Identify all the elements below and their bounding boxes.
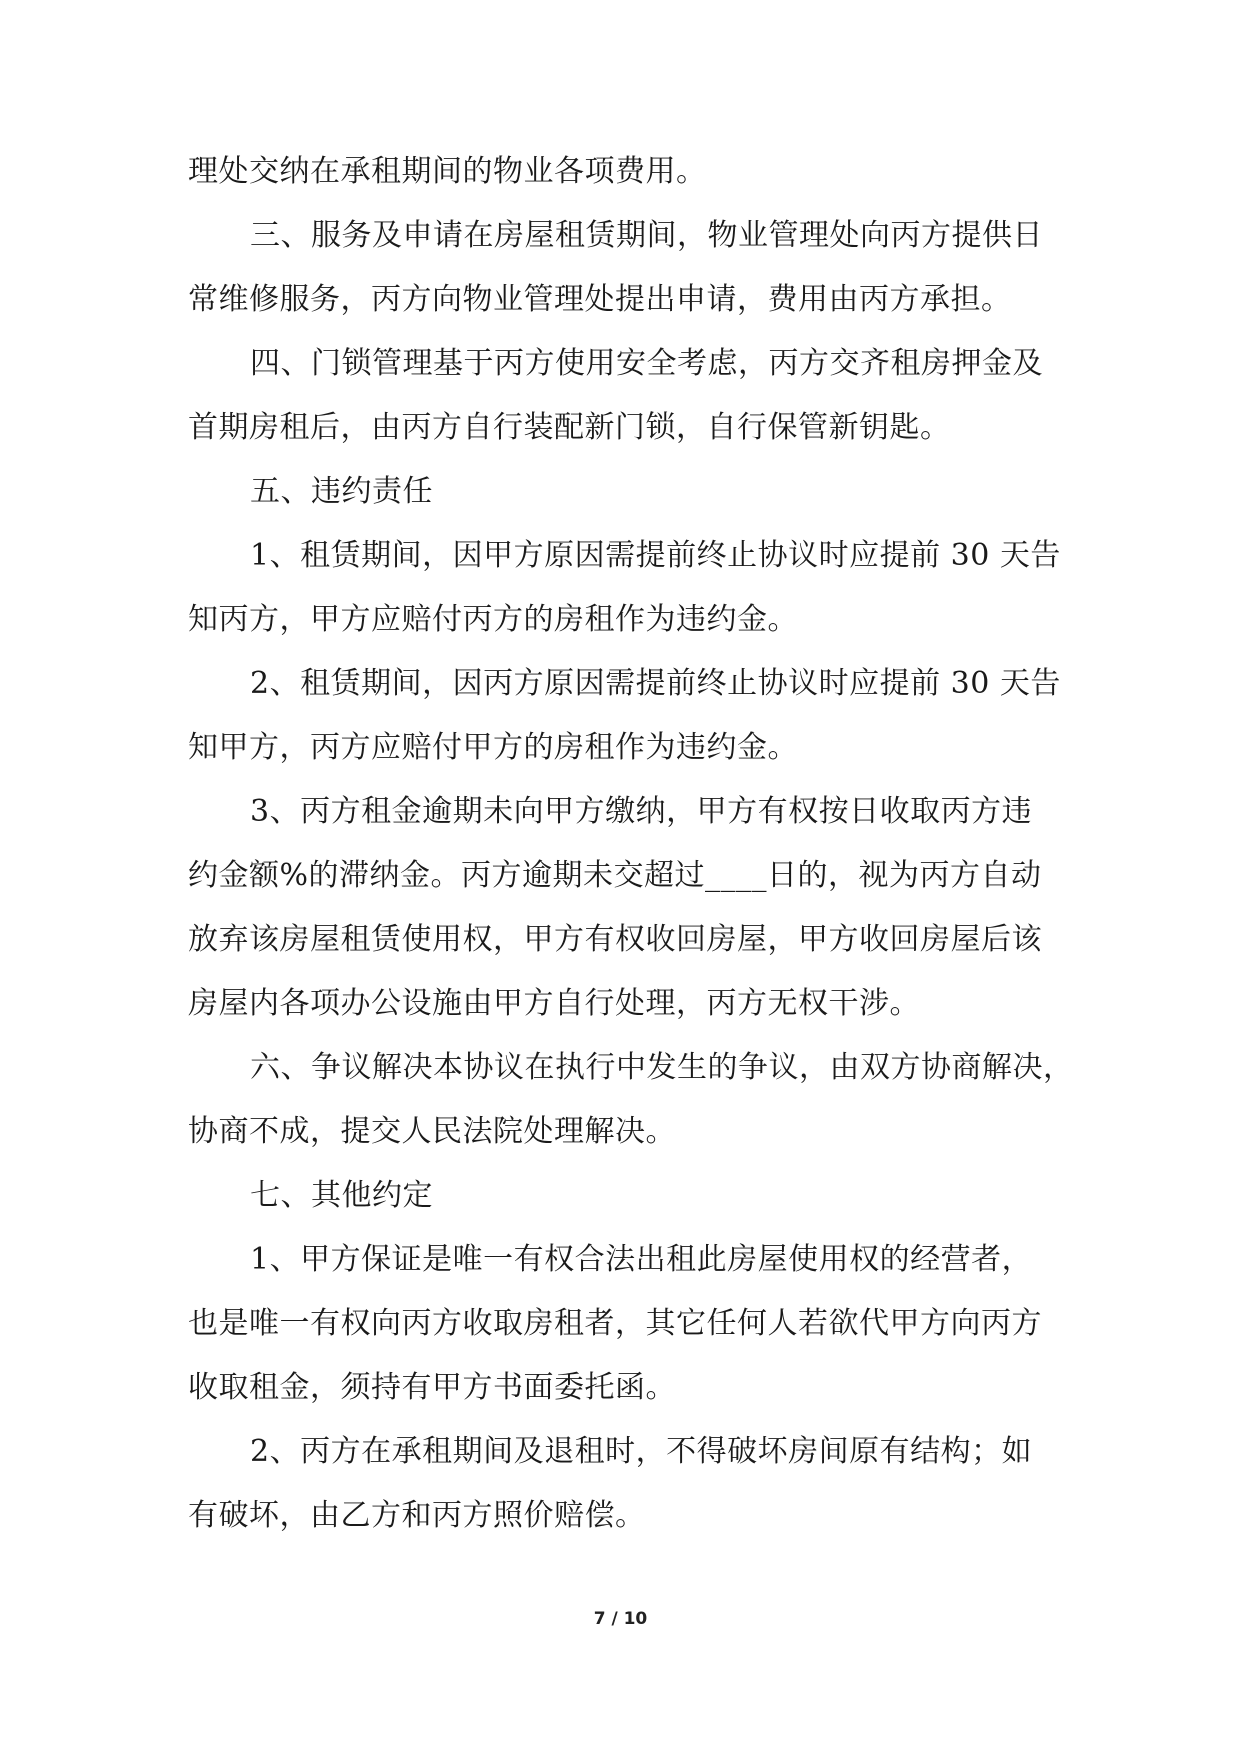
text-line: 约金额%的滞纳金。丙方逾期未交超过____日的，视为丙方自动: [188, 858, 1042, 893]
text-line: 常维修服务，丙方向物业管理处提出申请，费用由丙方承担。: [188, 282, 1012, 317]
paragraph-dispute: 六、争议解决本协议在执行中发生的争议，由双方协商解决，: [250, 1050, 1074, 1085]
text-line: 知甲方，丙方应赔付甲方的房租作为违约金。: [188, 730, 798, 765]
text-line: 放弃该房屋租赁使用权，甲方有权收回房屋，甲方收回房屋后该: [188, 922, 1042, 957]
clause-other-2: 2、丙方在承租期间及退租时，不得破坏房间原有结构；如: [250, 1434, 1033, 1469]
text-line: 知丙方，甲方应赔付丙方的房租作为违约金。: [188, 602, 798, 637]
paragraph-door-lock: 四、门锁管理基于丙方使用安全考虑，丙方交齐租房押金及: [250, 346, 1043, 381]
clause-other-1: 1、甲方保证是唯一有权合法出租此房屋使用权的经营者，: [250, 1242, 1033, 1277]
text-line: 房屋内各项办公设施由甲方自行处理，丙方无权干涉。: [188, 986, 920, 1021]
text-line: 有破坏，由乙方和丙方照价赔偿。: [188, 1498, 646, 1533]
text-line: 首期房租后，由丙方自行装配新门锁，自行保管新钥匙。: [188, 410, 951, 445]
text-line: 协商不成，提交人民法院处理解决。: [188, 1114, 676, 1149]
paragraph-services: 三、服务及申请在房屋租赁期间，物业管理处向丙方提供日: [250, 218, 1043, 253]
clause-breach-3: 3、丙方租金逾期未向甲方缴纳，甲方有权按日收取丙方违: [250, 794, 1033, 829]
page-number: 7 / 10: [593, 1609, 648, 1629]
clause-breach-1: 1、租赁期间，因甲方原因需提前终止协议时应提前 30 天告: [250, 538, 1061, 573]
clause-breach-2: 2、租赁期间，因丙方原因需提前终止协议时应提前 30 天告: [250, 666, 1061, 701]
text-line: 收取租金，须持有甲方书面委托函。: [188, 1370, 676, 1405]
section-heading-other: 七、其他约定: [250, 1178, 433, 1213]
section-heading-breach: 五、违约责任: [250, 474, 433, 509]
text-line: 也是唯一有权向丙方收取房租者，其它任何人若欲代甲方向丙方: [188, 1306, 1042, 1341]
text-line: 理处交纳在承租期间的物业各项费用。: [188, 154, 707, 189]
